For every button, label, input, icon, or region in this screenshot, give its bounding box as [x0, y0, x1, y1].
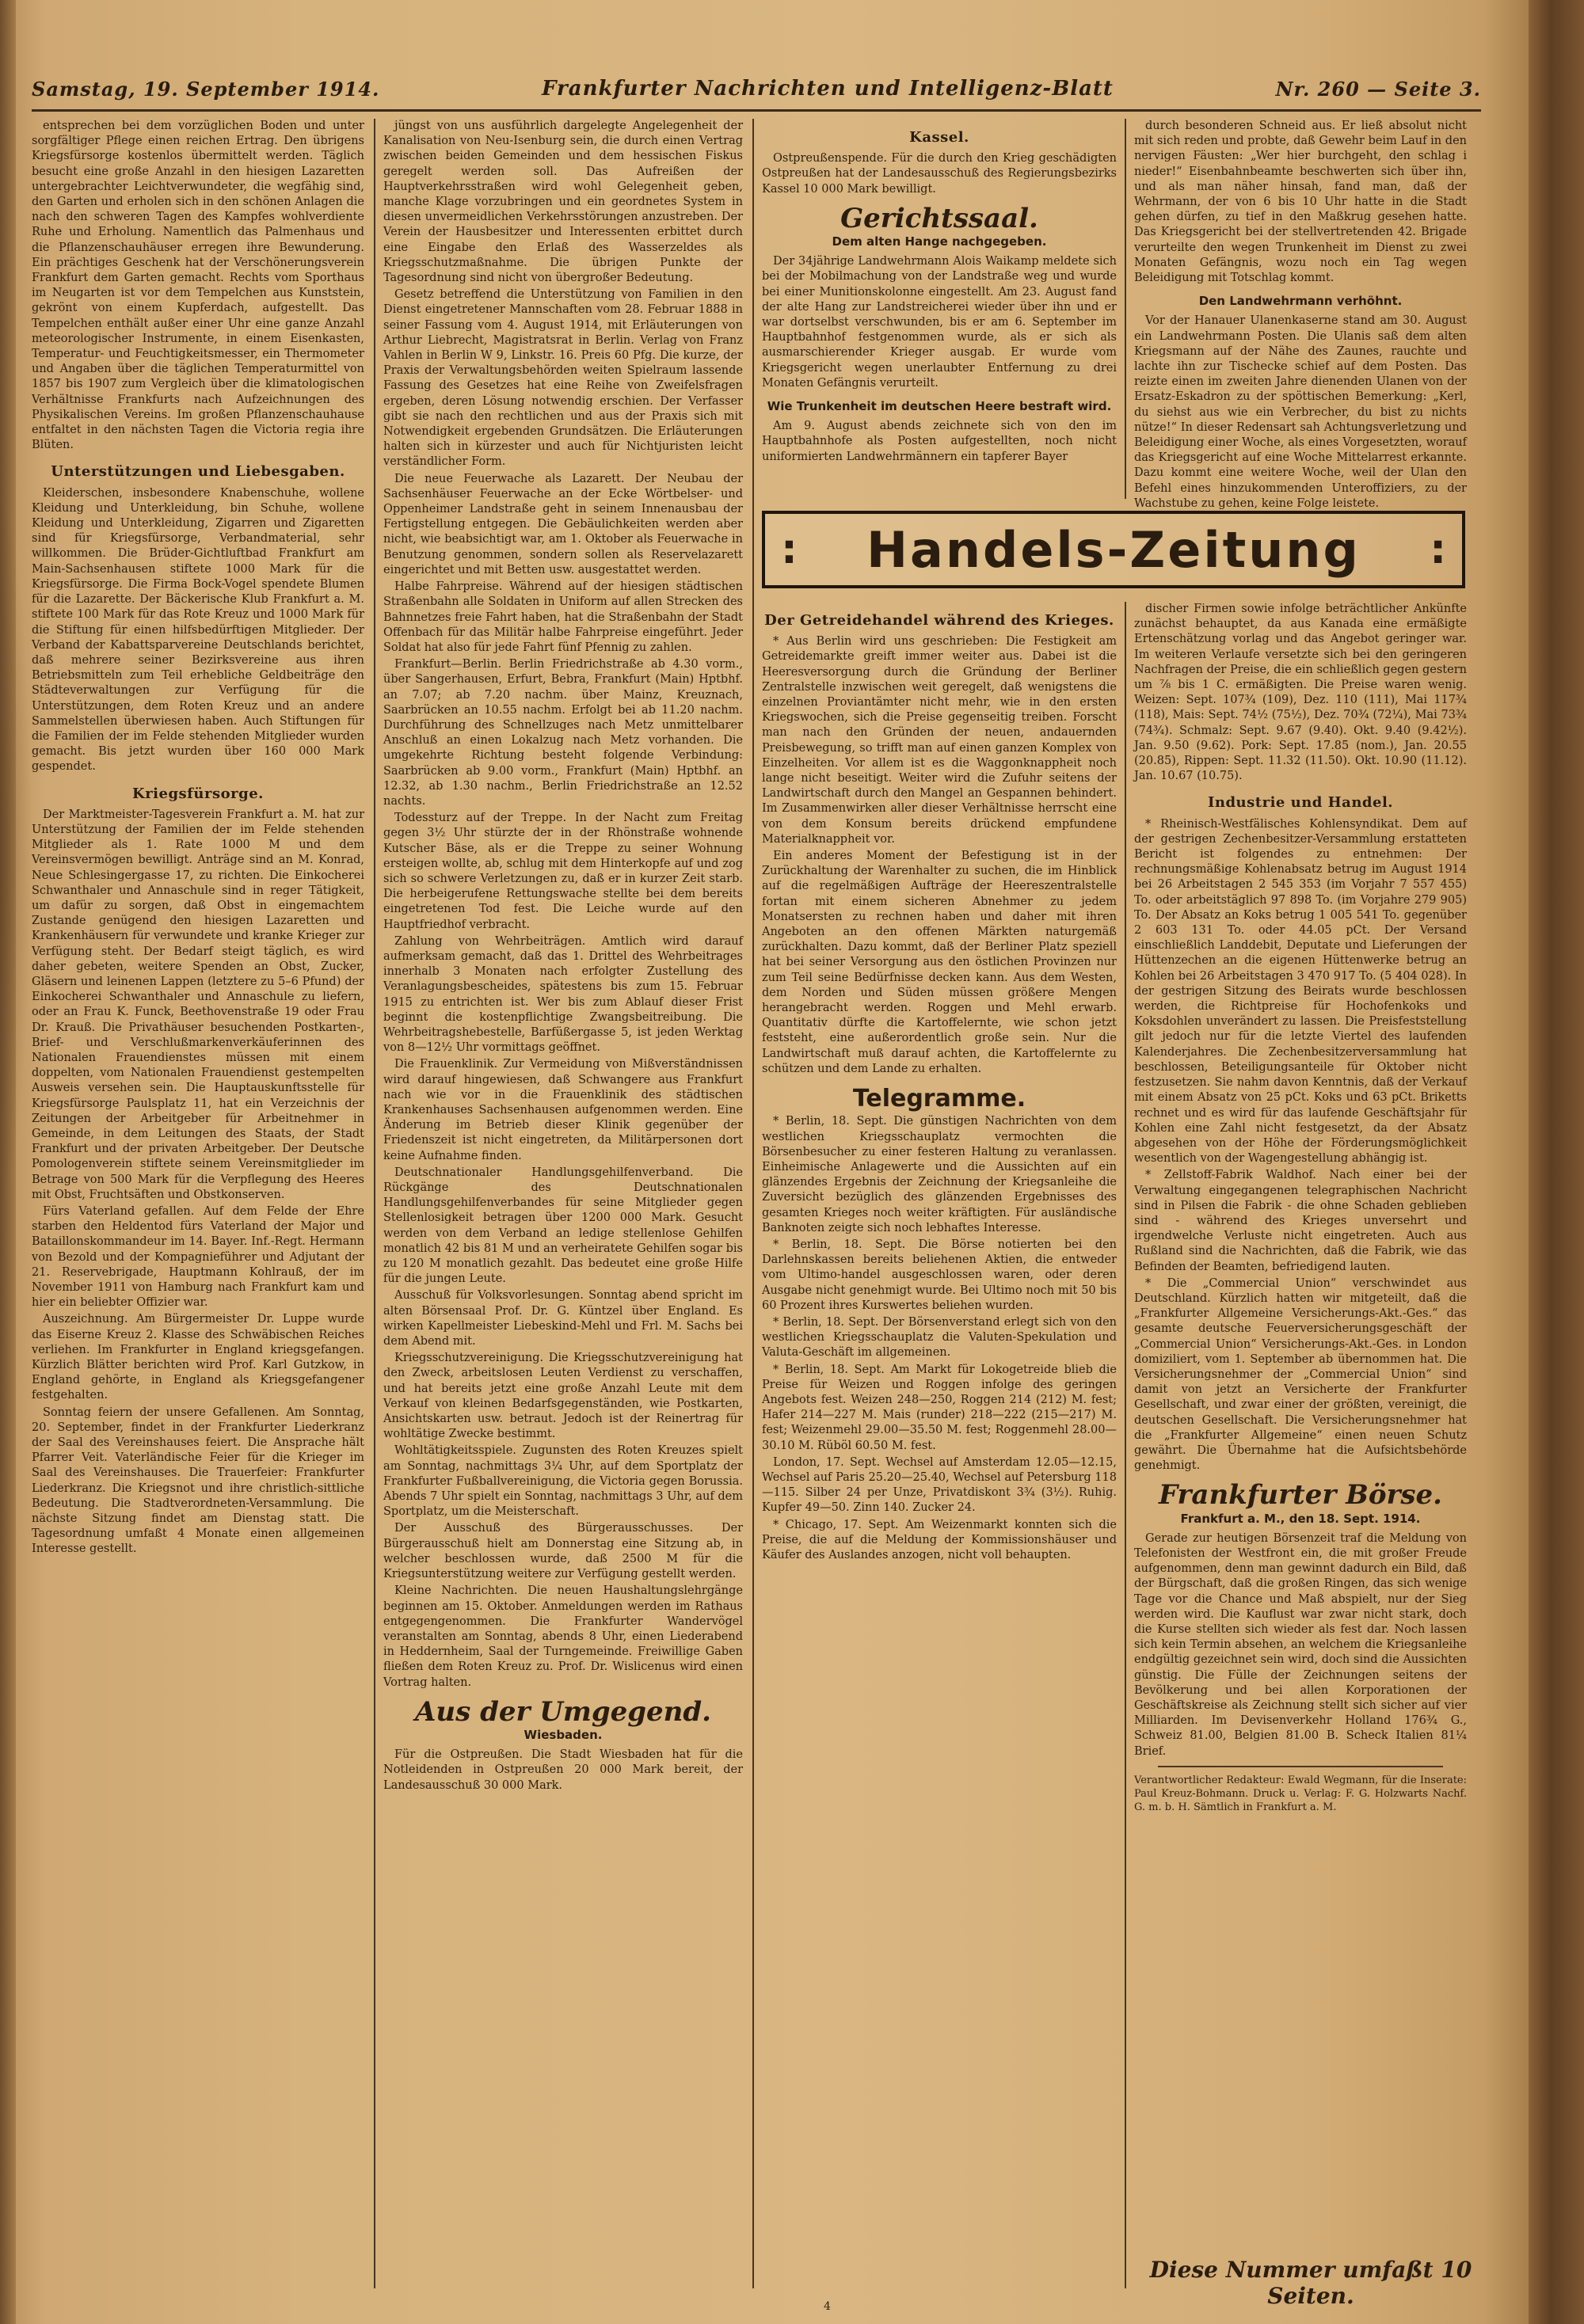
article-paragraph: Halbe Fahrpreise. Während auf der hiesigen städtischen Straßenbahn alle Soldaten in Uniform auf allen Strecken des Bahnnetzes freie Fahrt haben, hat die Straßenbahn der Stadt Offenbach für das Militär halbe Fahrpreise eingeführt. Jeder Soldat hat also für jede Fahrt fünf Pfennig zu zahlen.: [383, 580, 743, 654]
masthead-date: Samstag, 19. September 1914.: [32, 77, 380, 101]
article-paragraph: * Rheinisch-Westfälisches Kohlensyndikat. Dem auf der gestrigen Zechenbesitzer-Versammlung erstatteten Bericht ist folgendes zu entnehmen: Der rechnungsmäßige Kohlenabsatz betrug im August 1914 bei 26 Arbeitstagen 2 545 353 (im Vorjahr 7 557 455) To. oder arbeitstäglich 97 898 To. (im Vorjahre 279 905) To. Der Absatz an Koks betrug 1 005 541 To. gegenüber 2 603 131 To. oder 44.05 pCt. Der Versand einschließlich Landdebit, Deputate und Lieferungen der Hüttenzechen an die eigenen Hüttenwerke betrug an Kohlen bei 26 Arbeitstagen 3 470 917 To. (5 404 028). In der gestrigen Sitzung des Beirats wurde beschlossen werden, die Richtpreise für Hochofenkoks und Koksdohlen unverändert zu lassen. Die Preisfeststellung gilt jedoch nur für die letzte Viertel des laufenden Kalenderjahres. Die Zechenbesitzerversammlung hat beschlossen, Beteiligungsanteile für Oktober nicht festzusetzen. Sie nahm davon Kenntnis, daß der Verkauf mit einem Absatz von 25 pCt. Koks und 63 pCt. Briketts rechnet und es wird für das laufende Geschäftsjahr für Kohlen eine Zahl nicht festgesetzt, da der Absatz abgesehen von der Höhe der Förderungsmöglichkeit wesentlich von der Wagengestellung abhängig ist.: [1134, 817, 1467, 1166]
article-paragraph: Zahlung von Wehrbeiträgen. Amtlich wird darauf aufmerksam gemacht, daß das 1. Drittel des Wehrbeitrages innerhalb 3 Monaten nach erfolgter Zustellung des Veranlagungsbescheides, spätestens bis zum 15. Februar 1915 zu entrichten ist. Wer bis zum Ablauf dieser Frist beginnt die kostenpflichtige Zwangsbeitreibung. Die Wehrbeitragshebestelle, Barfüßergasse 5, ist jeden Werktag von 8—12½ Uhr vormittags geöffnet.: [383, 934, 743, 1055]
banner-ornament-right: :: [1430, 526, 1446, 573]
page-number: 4: [824, 2300, 831, 2313]
subheading: Wiesbaden.: [524, 1727, 603, 1742]
imprint: Verantwortlicher Redakteur: Ewald Wegmann, für die Inserate: Paul Kreuz-Bohmann. Druck u. Verlag: F. G. Holzwarts Nachf. G. m. b. H. Sämtlich in Frankfurt a. M.: [1134, 1774, 1467, 1813]
handels-zeitung-banner: [762, 511, 1465, 588]
banner-ornament-left: :: [781, 526, 798, 573]
article-paragraph: Frankfurt—Berlin. Berlin Friedrichstraße ab 4.30 vorm., über Sangerhausen, Erfurt, Bebra, Frankfurt (Main) Hptbhf. an 7.07; ab 7.20 nachm. über Mainz, Kreuznach, Saarbrücken an 10.55 nachm. Erfolgt bei ab 11.20 nachm. Durchführung des Schnellzuges nach Metz unmittelbarer Anschluß an einen Lokalzug nach Metz vorhanden. Die umgekehrte Richtung besteht folgende Verbindung: Saarbrücken ab 9.00 vorm., Frankfurt (Main) Hptbhf. an 12.32, ab 1.30 nachm., Berlin Friedrichstraße an 12.52 nachts.: [383, 658, 743, 808]
article-paragraph: Sonntag feiern der unsere Gefallenen. Am Sonntag, 20. September, findet in der Frankfurter Liederkranz der Saal des Vereinshauses feiert. Die Ansprache hält Pfarrer Veit. Vaterländische Feier für die Krieger im Saal des Vereinshauses. Die Trauerfeier: Frankfurter Liederkranz. Die Kriegsnot und ihre christlich-sittliche Bedeutung. Die Stadtverordneten-Versammlung. Die nächste Sitzung findet am Dienstag statt. Die Tagesordnung umfaßt 4 Monate einen allgemeinen Interesse gestellt.: [32, 1405, 364, 1556]
article-paragraph: Ostpreußenspende. Für die durch den Krieg geschädigten Ostpreußen hat der Landesausschuß des Regierungsbezirks Kassel 10 000 Mark bewilligt.: [762, 152, 1117, 196]
article-paragraph: Der Ausschuß des Bürgerausschusses. Der Bürgerausschuß hielt am Donnerstag eine Sitzung ab, in welcher beschlossen wurde, daß 2500 M für die Kriegsunterstützung weitere zur Verfügung gestellt werden.: [383, 1522, 743, 1581]
masthead: [32, 73, 1481, 105]
banner-title: Handels-Zeitung: [866, 520, 1361, 579]
article-paragraph: Kleiderschen, insbesondere Knabenschuhe, wollene Kleidung und Unterkleidung, bin Schuhe, wollene Kleidung und Unterkleidung, Zigarren und Zigaretten sind für Kriegsfürsorge, Verbandmaterial, sehr willkommen. Die Brüder-Gichtluftbad Frankfurt am Main-Sachsenhausen stiftete 1000 Mark für die Kriegsfürsorge. Die Firma Bock-Vogel spendete Blumen für die Lazarette. Der Bäckerische Klub Frankfurt a. M. stiftete 100 Mark für das Rote Kreuz und 1000 Mark für die Stiftung für einen hilfsbedürftigen Mitglieder. Der Verband der Kabattsparvereine Deutschlands berichtet, daß mehrere seiner Bezirksvereine aus ihren Betriebsmitteln zum Teil erhebliche Geldbeiträge den Städteverwaltungen zur Verfügung für die Unterstützungen, dem Roten Kreuz und an andere Sammelstellen überwiesen haben. Auch Stiftungen für die Familien der im Felde stehenden Mitglieder wurden gemacht. Bis jetzt wurden über 160 000 Mark gespendet.: [32, 486, 364, 774]
dateline: Frankfurt a. M., den 18. Sept. 1914.: [1180, 1511, 1421, 1526]
article-paragraph: Kriegsschutzvereinigung. Die Kriegsschutzvereinigung hat den Zweck, arbeitslosen Leuten Verdienst zu verschaffen, und hat bereits jetzt eine große Anzahl Leute mit dem Verkauf von kleinen Bedarfsgegenständen, wie Postkarten, Ansichtskarten usw. betraut. Jedoch ist der Reinertrag für wohltätige Zwecke bestimmt.: [383, 1352, 743, 1441]
column-1: [32, 119, 364, 2288]
article-paragraph: entsprechen bei dem vorzüglichen Boden und unter sorgfältiger Pflege einen reichen Ertrag. Den übrigens Kriegsfürsorge kostenlos übermittelt werden. Täglich besucht eine große Anzahl in den hiesigen Lazaretten untergebrachter Leichtverwundeter, die wegfähig sind, den Garten und erholen sich in den schönen Anlagen die nach den schweren Tagen des Kampfes wohlverdiente Ruhe und Erholung. Namentlich das Palmenhaus und die Pflanzenschauhäuser erregen ihre Bewunderung. Ein prächtiges Geschenk hat der Verschönerungsverein Frankfurt dem Garten gemacht. Rechts vom Sporthaus im Neugarten ist vor dem Tempelchen aus Kunststein, gekrönt von einem Kupferdach, aufgestellt. Das Tempelchen enthält außer einer Uhr eine ganze Anzahl meteorologischer Instrumente, in einem Eisenkasten, Temperatur- und Feuchtigkeitsmesser, ein Thermometer und Angaben über die täglichen Temperaturmittel von 1857 bis 1907 zum Vergleich über die klimatologischen Verhältnisse Frankfurts nach Aufzeichnungen des Physikalischen Vereins. Im großen Pflanzenschauhause entfaltet in den nächsten Tagen die Victoria regia ihre Blüten.: [32, 120, 364, 452]
column-3-top: [762, 119, 1117, 499]
article-paragraph: discher Firmen sowie infolge beträchtlicher Ankünfte zunächst behauptet, da aus Kanada eine ermäßigte Ertenschätzung vorlag und das Angebot geringer war. Im weiteren Verlaufe versetzte sich bei den geringeren Nachfragen der Preise, die ein schließlich gegen gestern um ⅞ bis 1 C. ermäßigten. Die Preise waren wenig. Weizen: Sept. 107¾ (109), Dez. 110 (111), Mai 117¾ (118), Mais: Sept. 74½ (75½), Dez. 70¾ (72¼), Mai 73¾ (74¾). Schmalz: Sept. 9.67 (9.40). Okt. 9.40 (9.42½). Jan. 9.50 (9.62). Pork: Sept. 17.85 (nom.), Jan. 20.55 (20.85), Rippen: Sept. 11.32 (11.50). Okt. 10.90 (11.12). Jan. 10.67 (10.75).: [1134, 603, 1467, 783]
article-paragraph: * Die „Commercial Union“ verschwindet aus Deutschland. Kürzlich hatten wir mitgeteilt, daß die „Frankfurter Allgemeine Versicherungs-Akt.-Ges.“ das gesamte deutsche Feuerversicherungsgeschäft der „Commercial Union“ Versicherungs-Akt.-Ges. in London domiziliert, vom 1. September ab übernommen hat. Die Versicherungsnehmer der „Commercial Union“ sind damit von jetzt an Versicherte der Frankfurter Gesellschaft, und zwar einer der größten, vereinigt, die deutschen Gesellschaft. Die Versicherungsnehmer hat die „Frankfurter Allgemeine“ einen neuen Schutz gewährt. Die Übernahme hat die Aufsichtsbehörde genehmigt.: [1134, 1276, 1467, 1473]
article-paragraph: Auszeichnung. Am Bürgermeister Dr. Luppe wurde das Eiserne Kreuz 2. Klasse des Schwäbischen Reiches verliehen. Im Frankfurter in England kriegsgefangen. Kürzlich Blätter berichten wird Prof. Karl Gutzkow, in England gehörte, in England als Kriegsgefangener festgehalten.: [32, 1313, 364, 1402]
subheading: Wie Trunkenheit im deutschen Heere bestraft wird.: [767, 399, 1112, 414]
article-paragraph: jüngst von uns ausführlich dargelegte Angelegenheit der Kanalisation von Neu-Isenburg sein, die durch einen Vertrag zwischen beiden Gemeinden und dem hessischen Fiskus geregelt werden soll. Das Aufreißen der Hauptverkehrsstraßen wird wohl Gelegenheit geben, manche Klage vorzubringen und ein geordnetes System in diesen unvermeidlichen Verkehrsstörungen anzustreben. Der Verein der Hausbesitzer und Interessenten erbittet durch eine Eingabe den Erlaß des Wasserzeldes als Kriegsschutzmaßnahme. Die übrigen Punkte der Tagesordnung sind nicht von übergroßer Bedeutung.: [383, 120, 743, 285]
article-paragraph: Fürs Vaterland gefallen. Auf dem Felde der Ehre starben den Heldentod fürs Vaterland der Major und Bataillonskommandeur im 14. Bayer. Inf.-Regt. Hermann von Bezold und der Kompagnieführer und Adjutant der 21. Reservebrigade, Hauptmann Kohlrauß, der im November 1911 von Hamburg nach Frankfurt kam und hier ein beliebter Offizier war.: [32, 1205, 364, 1310]
book-spine: [1529, 0, 1584, 2324]
article-paragraph: * Berlin, 18. Sept. Die Börse notierten bei den Darlehnskassen bereits beliehenen Aktien, die entweder vom Ultimo-handel ausgeschlossen waren, oder deren Ausgabe nicht genehmigt wurde. Bei Ultimo noch mit 50 bis 60 Prozent ihres Kurswertes beliehen wurden.: [762, 1238, 1117, 1312]
divider: [1158, 1766, 1443, 1767]
article-paragraph: Ein anderes Moment der Befestigung ist in der Zurückhaltung der Warenhalter zu suchen, die im Hinblick auf die regelmäßigen Aufträge der Heereszentralstelle fortan mit einem sicheren Abnehmer zu jedem Monatsersten zu rechnen haben und daher mit ihren Angeboten an den offenen Märkten naturgemäß zurückhalten. Dazu kommt, daß der Berliner Platz speziell hat bei seiner Versorgung aus den östlichen Provinzen nur zum Teil seine Bedürfnisse decken kann. Aus dem Westen, dem Norden und Süden müssen größere Mengen herangebracht werden. Roggen und Mehl erwarb. Quantitativ dürfte die Kartoffelernte, wie schon jetzt feststeht, eine außerordentlich große sein. Nur die Landwirtschaft muß darauf achten, die Kartoffelernte zu schützen und dem Lande zu erhalten.: [762, 850, 1117, 1075]
column-4-top: [1134, 119, 1467, 510]
column-3-bottom: [762, 602, 1117, 2288]
column-rule: [1125, 119, 1126, 499]
article-paragraph: * Chicago, 17. Sept. Am Weizenmarkt konnten sich die Preise, die auf die Meldung der Kommissionshäuser und Käufer des Auslandes anzogen, nicht voll behaupten.: [762, 1518, 1117, 1561]
masthead-page: Nr. 260 — Seite 3.: [1275, 77, 1481, 101]
column-4-bottom: [1134, 602, 1467, 2249]
article-paragraph: Gesetz betreffend die Unterstützung von Familien in den Dienst eingetretener Mannschaften vom 28. Februar 1888 in seiner Fassung vom 4. August 1914, mit Erläuterungen von Arthur Liebrecht, Magistratsrat in Berlin. Verlag von Franz Vahlen in Berlin W 9, Linkstr. 16. Preis 60 Pfg. Die kurze, der Praxis der Verwaltungsbehörden weiten Spielraum lassende Fassung des Gesetzes hat eine Reihe von Zweifelsfragen ergeben, deren Lösung notwendig erschien. Der Verfasser gibt sie nach den rechtlichen und aus der Praxis sich mit Notwendigkeit ergebenden Grundsätzen. Die Erläuterungen halten sich in kürzester und auch für Nichtjuristen leicht verständlicher Form.: [383, 288, 743, 469]
masthead-rule: [32, 109, 1481, 112]
article-paragraph: Todessturz auf der Treppe. In der Nacht zum Freitag gegen 3½ Uhr stürzte der in der Rhönstraße wohnende Kutscher Bäse, als er die Treppe zu seiner Wohnung ersteigen wollte, ab, schlug mit dem Hinterkopfe auf und zog sich so schwere Verletzungen zu, daß er in kurzer Zeit starb. Die herbeigerufene Rettungswache stellte bei dem bereits eingetretenen Tod fest. Die Leiche wurde auf den Hauptfriedhof verbracht.: [383, 812, 743, 931]
article-paragraph: Deutschnationaler Handlungsgehilfenverband. Die Rückgänge des Deutschnationalen Handlungsgehilfenverbandes für seine Mitglieder gegen Stellenlosigkeit betragen über 1200 000 Mark. Gesucht werden von dem Verband an ledige stellenlose Gehilfen monatlich 42 bis 81 M und an verheiratete Gehilfen sogar bis zu 120 M monatlich gezahlt. Das bedeutet eine große Hilfe für die jungen Leute.: [383, 1166, 743, 1286]
article-paragraph: Die Frauenklinik. Zur Vermeidung von Mißverständnissen wird darauf hingewiesen, daß Schwangere aus Frankfurt nach wie vor in die Frauenklinik des städtischen Krankenhauses Sachsenhausen aufgenommen werden. Eine Änderung im Betrieb dieser Klinik gegenüber der Friedenszeit ist nicht eingetreten, da Militärpersonen dort keine Aufnahme finden.: [383, 1058, 743, 1162]
article-paragraph: * Zellstoff-Fabrik Waldhof. Nach einer bei der Verwaltung eingegangenen telegraphischen Nachricht sind in Pilsen die Fabrik - die ohne Schaden geblieben sind - während des Krieges unversehrt und irgendwelche Verluste nicht eingetreten. Auch aus Rußland sind die Nachrichten, daß die Fabrik, wie das Befinden der Beamten, befriedigend lauten.: [1134, 1169, 1467, 1273]
section-heading-large: Telegramme.: [852, 1085, 1026, 1113]
subheading: Den Landwehrmann verhöhnt.: [1198, 294, 1403, 309]
section-heading-large: Frankfurter Börse.: [1158, 1479, 1443, 1512]
article-paragraph: Wohltätigkeitsspiele. Zugunsten des Roten Kreuzes spielt am Sonntag, nachmittags 3¼ Uhr, auf dem Sportplatz der Frankfurter Fußballvereinigung, die Victoria gegen Borussia. Abends 7 Uhr spielt ein Sonntag, nachmittags 3 Uhr, auf dem Sportplatz, um die Meisterschaft.: [383, 1444, 743, 1519]
section-heading-large: Aus der Umgegend.: [415, 1695, 711, 1728]
article-paragraph: Am 9. August abends zeichnete sich von den im Hauptbahnhofe als Posten aufgestellten, noch nicht uniformierten Landwehrmännern ein tapferer Bayer: [762, 420, 1117, 463]
section-heading: Kriegsfürsorge.: [132, 785, 264, 802]
article-paragraph: Der Marktmeister-Tagesverein Frankfurt a. M. hat zur Unterstützung der Familien der im Felde stehenden Mitglieder als 1. Rate 1000 M und dem Vereinsvermögen bewilligt. Anträge sind an M. Konrad, Neue Schlesingergasse 17, zu richten. Die Einkocherei Schwanthaler und Annaschule sind in reger Tätigkeit, um dafür zu sorgen, daß Obst in eingemachtem Zustande genügend den hiesigen Lazaretten und Krankenhäusern für verwundete und kranke Krieger zur Verfügung steht. Der Bedarf steigt täglich, es wird daher gebeten, weitere Spenden an Obst, Zucker, Gläsern und leinenen Lappen (letztere zu 5–6 Pfund) der Einkocherei Schwanthaler und Annaschule zu liefern, oder an Frau K. Funck, Beethovenstraße 19 oder Frau Dr. Krauß. Die Privathäuser besuchenden Postkarten-, Brief- und Verschlußmarkenverkäuferinnen des Nationalen Frauendienstes müssen mit einem doppelten, vom Nationalen Frauendienst gestempelten Ausweis versehen sein. Die Hauptauskunftsstelle für Kriegsfürsorge Paulsplatz 11, hat ein Verzeichnis der Zeitungen der Arbeitgeber für Arbeitnehmer in Gemeinde, in dem Leitungen des Staats, der Stadt Frankfurt und der privaten Arbeitgeber. Der Deutsche Pomologenverein stiftete seinem Vereinsmitglieder im Betrage von 500 Mark für die Verpflegung des Heeres mit Obst, Fruchtsäften und Obstkonserven.: [32, 808, 364, 1201]
article-paragraph: durch besonderen Schneid aus. Er ließ absolut nicht mit sich reden und probte, daß Gewehr beim Lauf in den nervigen Fäusten: „Wer hier burchgeht, den schlag i nieder!“ Eisenbahnbeamte beschwerten sich über ihn, und als man näher hinsah, fand man, daß der Wehrmann, der von 6 bis 10 Uhr hatte in die Stadt gehen dürfen, zu tief in den Maßkrug gesehen hatte. Das Kriegsgericht bei der stellvertretenden 42. Brigade verurteilte den wegen Trunkenheit im Dienst zu zwei Monaten Gefängnis, wozu noch ein Tag wegen Beleidigung mit Totschlag kommt.: [1134, 120, 1467, 285]
section-heading-large: Gerichtssaal.: [840, 202, 1038, 234]
article-paragraph: London, 17. Sept. Wechsel auf Amsterdam 12.05—12.15, Wechsel auf Paris 25.20—25.40, Wechsel auf Petersburg 118—115. Silber 24 per Unze, Privatdiskont 3¾ (3½). Ruhig. Kupfer 49—50. Zinn 140. Zucker 24.: [762, 1455, 1117, 1515]
article-paragraph: Für die Ostpreußen. Die Stadt Wiesbaden hat für die Notleidenden in Ostpreußen 20 000 Mark bereit, der Landesausschuß 30 000 Mark.: [383, 1748, 743, 1792]
article-paragraph: Kleine Nachrichten. Die neuen Haushaltungslehrgänge beginnen am 15. Oktober. Anmeldungen werden im Rathaus entgegengenommen. Die Frankfurter Wandervögel veranstalten am Sonntag, abends 8 Uhr, einen Liederabend in Heddernheim, Saal der Turngemeinde. Freiwillige Gaben fließen dem Roten Kreuz zu. Prof. Dr. Wislicenus wird einen Vortrag halten.: [383, 1584, 743, 1689]
section-heading: Industrie und Handel.: [1207, 794, 1394, 812]
article-paragraph: Ausschuß für Volksvorlesungen. Sonntag abend spricht im alten Börsensaal Prof. Dr. G. Küntzel über England. Es wirken Kapellmeister Liebeskind-Mehl und Frl. M. Sachs bei dem Abend mit.: [383, 1289, 743, 1348]
article-paragraph: Die neue Feuerwache als Lazarett. Der Neubau der Sachsenhäuser Feuerwache an der Ecke Wörtbelser- und Oppenheimer Landstraße geht in seinem Innenausbau der Fertigstellung entgegen. Die Gebäulichkeiten werden aber nicht, wie beabsichtigt war, am 1. Oktober als Feuerwache in Benutzung genommen, sondern sollen als Reservelazarett eingerichtet und mit Betten usw. ausgestattet werden.: [383, 472, 743, 576]
column-rule: [374, 119, 375, 2288]
section-heading: Unterstützungen und Liebesgaben.: [51, 463, 345, 481]
issue-page-count: Diese Nummer umfaßt 10 Seiten.: [1149, 2257, 1472, 2309]
section-heading: Kassel.: [909, 129, 969, 146]
column-2: [383, 119, 743, 2288]
column-rule: [1125, 602, 1126, 2288]
article-paragraph: * Berlin, 18. Sept. Die günstigen Nachrichten von dem westlichen Kriegsschauplatz vermochten die Börsenbesucher zu einer festeren Haltung zu veranlassen. Einheimische Anlagewerte und die Aussichten auf ein glänzendes Ergebnis der Zeichnung der Kriegsanleihe die Zuversicht bezüglich des glänzenden Ergebnisses des gesamten Krieges noch weiter kräftigten. Für ausländische Banknoten zeigte sich noch lebhaftes Interesse.: [762, 1115, 1117, 1234]
article-paragraph: * Berlin, 18. Sept. Am Markt für Lokogetreide blieb die Preise für Weizen und Roggen infolge des geringen Angebots fest. Weizen 248—250, Roggen 214 (212) M. fest; Hafer 214—227 M. Mais (runder) 218—222 (215—217) M. fest; Weizenmehl 29.00—35.50 M. fest; Roggenmehl 28.00—30.10 M. Rüböl 60.50 M. fest.: [762, 1363, 1117, 1452]
article-paragraph: * Berlin, 18. Sept. Der Börsenverstand erlegt sich von den westlichen Kriegsschauplatz die Valuten-Spekulation und Valuta-Geschäft im allgemeinen.: [762, 1315, 1117, 1360]
subheading: Dem alten Hange nachgegeben.: [832, 234, 1047, 249]
section-heading: Der Getreidehandel während des Krieges.: [764, 612, 1114, 629]
article-paragraph: Gerade zur heutigen Börsenzeit traf die Meldung von Telefonisten der Westfront ein, die mit großer Freude aufgenommen, denn man gewinnt dadurch ein Bild, daß der Bürgschaft, daß die großen Ringen, das sich wenige Tage vor die Chance und Maß abspielt, nur der Sieg werden wird. Die Kauflust war zwar nicht stark, doch die Kurse stellten sich wieder als fest dar. Noch lassen sich kein Termin absehen, an welchem die Kriegsanleihe endgültig gezeichnet sein wird, doch sind die Aussichten günstig. Die Fülle der Zeichnungen seitens der Bevölkerung und bei allen Korporationen der Geschäftskreise als Zeichnung stellt sich sicher auf vier Milliarden. Im Devisenverkehr Holland 176¾ G., Schweiz 81.00, Belgien 81.00 B. Scheck Italien 81¼ Brief.: [1134, 1531, 1467, 1758]
masthead-title: Frankfurter Nachrichten und Intelligenz-Blatt: [542, 77, 1114, 101]
article-paragraph: Der 34jährige Landwehrmann Alois Waikamp meldete sich bei der Mobilmachung von der Landstraße weg und wurde bei einer Munitionskolonne eingestellt. Am 23. August fand der alte Hang zur Landstreicherei wieder über ihn und er war dortselbst verschwunden, bis er am 6. September im Hauptbahnhof festgenommen wurde, als er sich als ausmarschierender Krieger ausgab. Er wurde vom Kriegsgericht wegen unerlaubter Entfernung zu drei Monaten Gefängnis verurteilt.: [762, 255, 1117, 390]
column-rule: [752, 119, 754, 2288]
article-paragraph: Vor der Hanauer Ulanenkaserne stand am 30. August ein Landwehrmann Posten. Die Ulanis saß dem alten Kriegsmann auf der Nähe des Zaunes, rauchte und lachte ihn zur Tischecke schief auf dem Posten. Das reizte einen im zweiten Jahre dienenden Ulanen von der Ersatz-Eskadron zu der spöttischen Bemerkung: „Kerl, du siehst aus wie ein Verbrecher, du bist zu nichts nütze!“ In dieser Redensart sah Achtungsverletzung und Beleidigung einer Woche, als eines Vorgesetzten, worauf das Kriegsgericht auf eine Woche Mittelarrest erkannte. Dazu kommt eine weitere Woche, weil der Ulan den Befehl eines hinzukommenden Unteroffiziers, zu der Wachstube zu gehen, keine Folge leistete.: [1134, 314, 1467, 510]
paper-stain: [0, 491, 32, 1204]
article-paragraph: * Aus Berlin wird uns geschrieben: Die Festigkeit am Getreidemarkte greift immer weiter aus. Dabei ist die Heeresversorgung durch die Gründung der Berliner Zentralstelle inzwischen weit geregelt, daß wenigstens die einzelnen Proviantämter nicht mehr, wie in den ersten Kriegswochen, sich die Preise gegenseitig treiben. Forscht man nach den Gründen der neuen, andauernden Preisbewegung, so trifft man auf einen ganzen Komplex von Einzelheiten. Vor allem ist es die Waggonknappheit noch lange nicht beseitigt. Weiter wird die Zufuhr seitens der Landwirtschaft durch den Mangel an Gespannen behindert. Im Zusammenwirken aller dieser Verhältnisse herrscht eine von dem Konsum bereits drückend empfundene Materialknappheit vor.: [762, 635, 1117, 846]
